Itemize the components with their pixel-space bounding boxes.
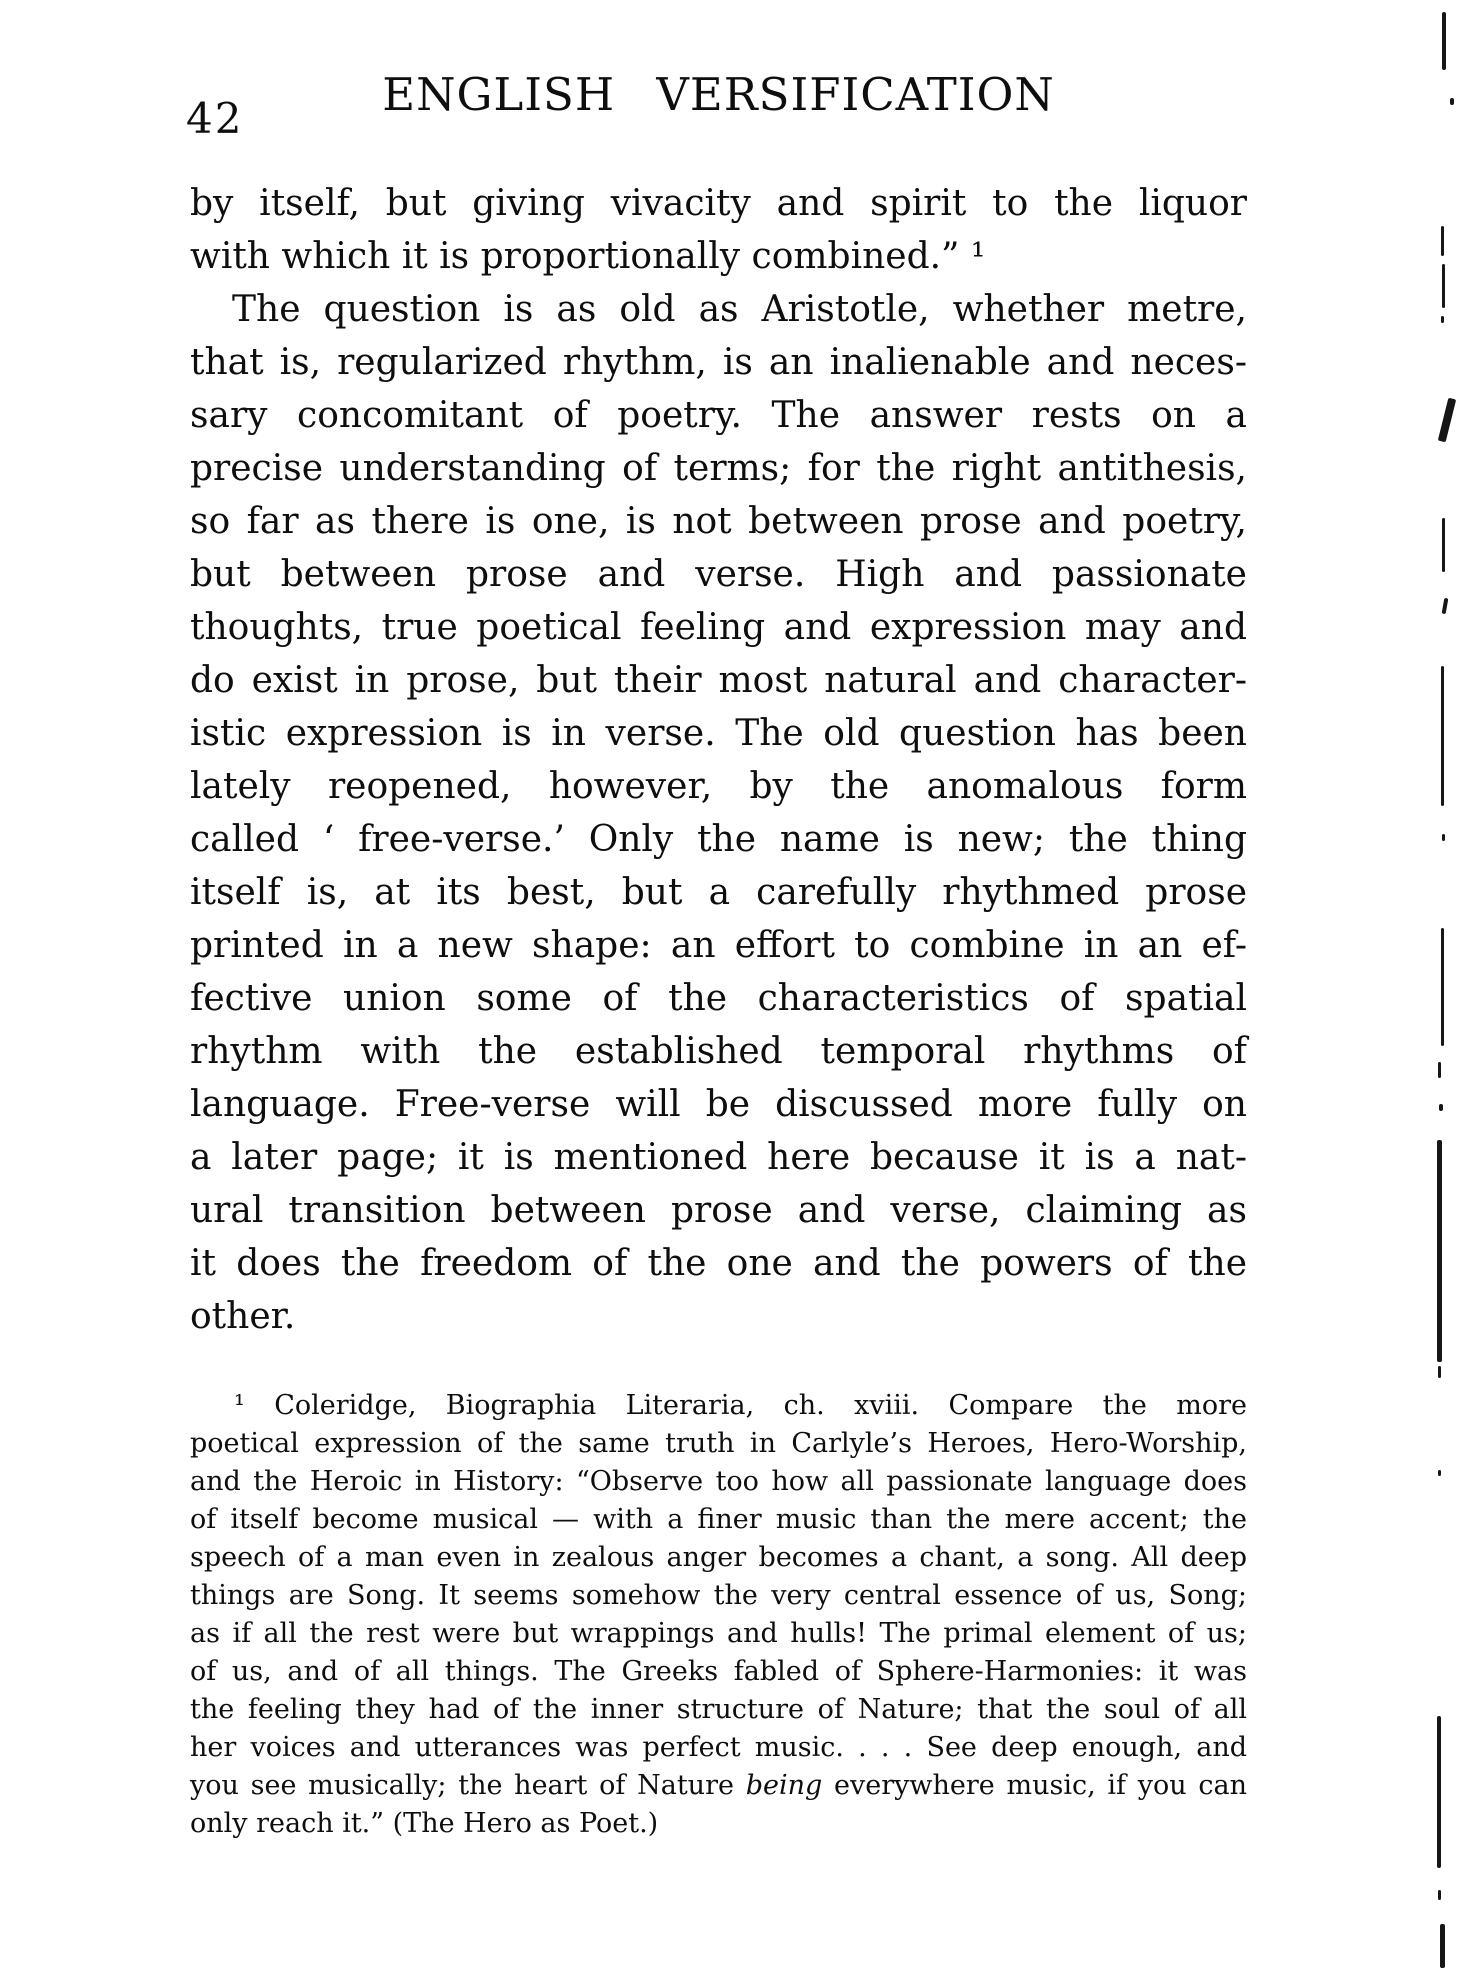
- text-line: speech of a man even in zealous anger becomes a chant, a song. All deep: [190, 1542, 1247, 1573]
- text-line: ural transition between prose and verse, claiming as: [190, 1190, 1247, 1231]
- text-line: language. Free-verse will be discussed more fully on: [190, 1084, 1247, 1125]
- text-line: sary concomitant of poetry. The answer rests on a: [190, 395, 1247, 436]
- text-line: The question is as old as Aristotle, whether metre,: [232, 289, 1247, 330]
- text-line: it does the freedom of the one and the powers of the: [190, 1243, 1247, 1284]
- text-line: poetical expression of the same truth in Carlyle’s Heroes, Hero-Worship,: [190, 1428, 1247, 1459]
- text-line: istic expression is in verse. The old question has been: [190, 713, 1247, 754]
- page-number: 42: [186, 94, 244, 143]
- scan-artifact-mark: [1437, 1140, 1442, 1362]
- scan-artifact-mark: [1442, 834, 1445, 841]
- text-line: with which it is proportionally combined.” ¹: [190, 236, 986, 277]
- scan-artifact-mark: [1442, 598, 1449, 614]
- text-line: printed in a new shape: an effort to combine in an ef-: [190, 925, 1247, 966]
- text-line: of itself become musical — with a finer music than the mere accent; the: [190, 1504, 1247, 1535]
- text-line: by itself, but giving vivacity and spirit to the liquor: [190, 183, 1247, 224]
- text-line: do exist in prose, but their most natural and character-: [190, 660, 1247, 701]
- text-line: you see musically; the heart of Nature being everywhere music, if you can: [190, 1770, 1247, 1801]
- text-line: so far as there is one, is not between prose and poetry,: [190, 501, 1247, 542]
- text-line: lately reopened, however, by the anomalous form: [190, 766, 1247, 807]
- text-line: that is, regularized rhythm, is an inalienable and neces-: [190, 342, 1247, 383]
- scan-artifact-mark: [1441, 928, 1444, 1046]
- footnote: [190, 1387, 1247, 1843]
- scan-artifact-mark: [1437, 1716, 1441, 1868]
- text-line: called ‘ free-verse.’ Only the name is new; the thing: [190, 819, 1247, 860]
- text-line: a later page; it is mentioned here because it is a nat-: [190, 1137, 1247, 1178]
- scan-artifact-mark: [1438, 1470, 1441, 1476]
- text-line: itself is, at its best, but a carefully rhythmed prose: [190, 872, 1247, 913]
- text-line: thoughts, true poetical feeling and expression may and: [190, 607, 1247, 648]
- scan-artifact-mark: [1442, 518, 1445, 572]
- scan-artifact-mark: [1441, 666, 1444, 806]
- text-line: and the Heroic in History: “Observe too how all passionate language does: [190, 1466, 1247, 1497]
- text-line: the feeling they had of the inner structure of Nature; that the soul of all: [190, 1694, 1247, 1725]
- text-line: fective union some of the characteristics of spatial: [190, 978, 1247, 1019]
- body-text: [190, 177, 1247, 1343]
- text-line: other.: [190, 1296, 296, 1337]
- text-line: things are Song. It seems somehow the very central essence of us, Song;: [190, 1580, 1247, 1611]
- scan-artifact-mark: [1450, 98, 1454, 105]
- text-line: but between prose and verse. High and passionate: [190, 554, 1247, 595]
- scan-artifact-mark: [1438, 1062, 1441, 1078]
- running-head: ENGLISH VERSIFICATION: [382, 68, 1055, 121]
- text-line: as if all the rest were but wrappings and hulls! The primal element of us;: [190, 1618, 1247, 1649]
- text-line: of us, and of all things. The Greeks fabled of Sphere-Harmonies: it was: [190, 1656, 1247, 1687]
- scan-artifact-mark: [1438, 398, 1456, 443]
- text-line: ¹ Coleridge, Biographia Literaria, ch. xviii. Compare the more: [234, 1390, 1247, 1421]
- scan-artifact-mark: [1442, 12, 1446, 70]
- text-line: her voices and utterances was perfect music. . . . See deep enough, and: [190, 1732, 1247, 1763]
- scan-artifact-mark: [1440, 1924, 1445, 1968]
- text-line: only reach it.” (The Hero as Poet.): [190, 1808, 659, 1839]
- text-line: rhythm with the established temporal rhythms of: [190, 1031, 1247, 1072]
- text-line: precise understanding of terms; for the right antithesis,: [190, 448, 1247, 489]
- scan-artifact-mark: [1438, 1366, 1441, 1378]
- scan-artifact-mark: [1441, 226, 1444, 256]
- scan-artifact-mark: [1442, 264, 1445, 308]
- scan-artifact-mark: [1438, 1890, 1441, 1900]
- scan-artifact-mark: [1439, 1104, 1443, 1111]
- scan-artifact-mark: [1441, 316, 1444, 323]
